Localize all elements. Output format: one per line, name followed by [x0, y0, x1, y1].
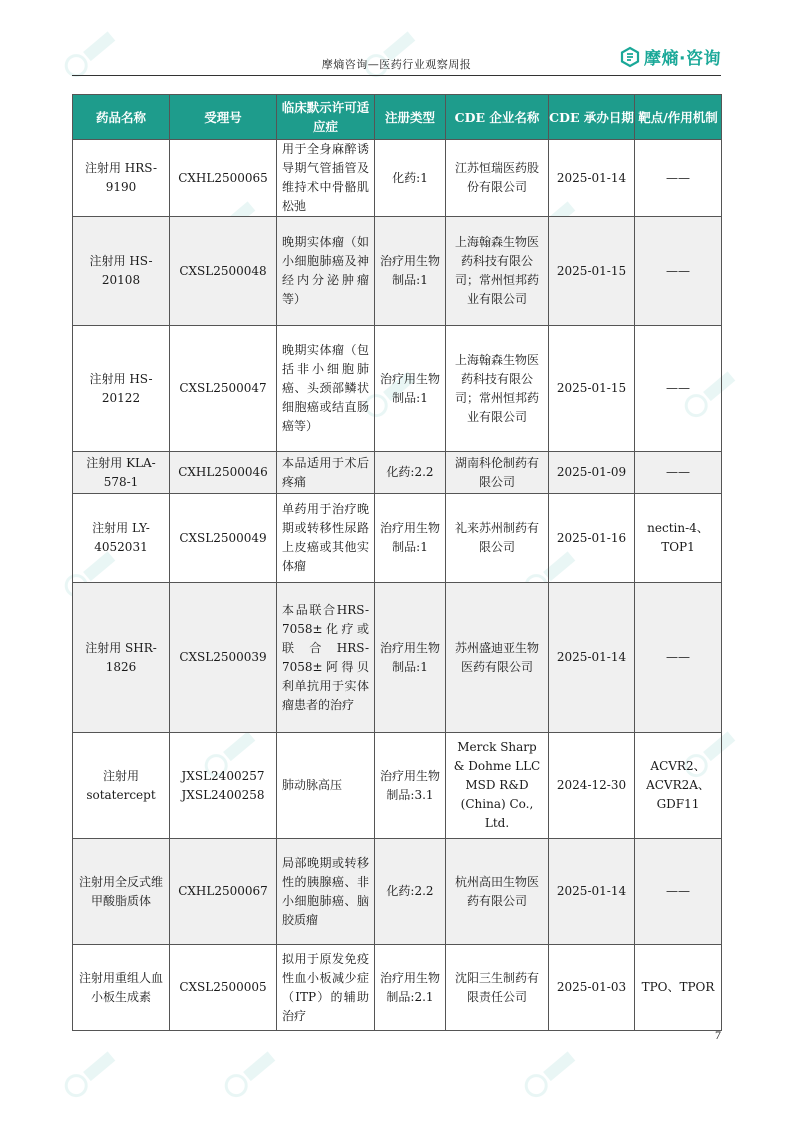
indication-cell	[277, 140, 375, 217]
table-row	[73, 217, 722, 326]
reg-type: 治疗用生物制品:1	[379, 640, 440, 674]
drug-name: 注射用 HS-20108	[89, 254, 153, 287]
acceptance-no: CXSL2500039	[179, 650, 267, 664]
indication: 本品联合HRS-7058±化疗或联合HRS-7058±阿得贝利单抗用于实体瘤患者的治疗	[282, 602, 369, 712]
target-cell	[635, 733, 722, 839]
acceptance-no-cell	[170, 326, 277, 452]
column-header-reg-type: 注册类型	[375, 95, 446, 140]
reg-type-cell	[375, 494, 446, 583]
drug-name-cell	[73, 583, 170, 733]
table-row	[73, 494, 722, 583]
drug-name-cell	[73, 217, 170, 326]
acceptance-no: CXSL2500048	[179, 263, 267, 278]
indication: 肺动脉高压	[282, 778, 343, 792]
drug-name-cell	[73, 945, 170, 1031]
table-row	[73, 583, 722, 733]
target: ——	[666, 650, 690, 664]
reg-type: 治疗用生物制品:1	[379, 254, 440, 287]
acceptance-no-cell	[170, 733, 277, 839]
acceptance-no: CXSL2500005	[179, 980, 267, 994]
drug-name: 注射用 HRS-9190	[84, 161, 158, 194]
indication: 用于全身麻醉诱导期气管插管及维持术中骨骼肌松弛	[282, 142, 369, 213]
target: ——	[666, 263, 690, 278]
drug-name: 注射用 KLA-578-1	[86, 455, 156, 489]
reg-type-cell	[375, 945, 446, 1031]
acceptance-no-cell	[170, 583, 277, 733]
drug-name-cell	[73, 326, 170, 452]
date: 2025-01-14	[556, 650, 627, 664]
target-cell	[635, 839, 722, 945]
date-cell	[549, 326, 635, 452]
target: ACVR2、ACVR2A、GDF11	[646, 759, 710, 811]
date: 2025-01-14	[556, 884, 627, 898]
drug-name-cell	[73, 839, 170, 945]
date-cell	[549, 839, 635, 945]
date-cell	[549, 583, 635, 733]
target-cell	[635, 945, 722, 1031]
table-header-row	[73, 95, 722, 140]
drug-name-cell	[73, 494, 170, 583]
company-cell	[446, 217, 549, 326]
reg-type-cell	[375, 839, 446, 945]
acceptance-no: CXSL2500049	[179, 530, 267, 545]
reg-type-cell	[375, 583, 446, 733]
acceptance-no: CXSL2500047	[179, 381, 267, 395]
watermark-logo-icon	[58, 1044, 122, 1104]
table-row	[73, 733, 722, 839]
table-row	[73, 945, 722, 1031]
acceptance-no: JXSL2400257 JXSL2400258	[181, 768, 265, 802]
indication-cell	[277, 945, 375, 1031]
reg-type-cell	[375, 452, 446, 494]
target-cell	[635, 326, 722, 452]
drug-name: 注射用 LY-4052031	[92, 521, 150, 554]
target: ——	[666, 170, 690, 185]
acceptance-no: CXHL2500067	[178, 884, 268, 898]
page-header	[72, 46, 721, 76]
drug-name: 注射用 sotatercept	[86, 768, 156, 802]
company-cell	[446, 494, 549, 583]
company: 沈阳三生制药有限责任公司	[454, 970, 539, 1004]
table-row	[73, 452, 722, 494]
target-cell	[635, 452, 722, 494]
column-header-acceptance-no: 受理号	[170, 95, 277, 140]
date: 2025-01-09	[556, 465, 627, 479]
acceptance-no-cell	[170, 140, 277, 217]
drug-name: 注射用 HS-20122	[89, 371, 153, 405]
acceptance-no: CXHL2500046	[178, 465, 268, 479]
drug-name: 注射用 SHR-1826	[85, 640, 157, 674]
date-cell	[549, 494, 635, 583]
brand-logo-icon	[619, 46, 641, 68]
indication: 晚期实体瘤（包括非小细胞肺癌、头颈部鳞状细胞癌或结直肠癌等）	[282, 343, 369, 433]
indication-cell	[277, 839, 375, 945]
column-header-company: CDE 企业名称	[446, 95, 549, 140]
date: 2025-01-16	[556, 530, 627, 545]
indication: 本品适用于术后疼痛	[282, 455, 369, 489]
reg-type: 化药:2.2	[386, 884, 434, 898]
target: ——	[666, 465, 690, 479]
company: 苏州盛迪亚生物医药有限公司	[454, 640, 539, 674]
reg-type-cell	[375, 217, 446, 326]
reg-type-cell	[375, 733, 446, 839]
company: 上海翰森生物医药科技有限公司；常州恒邦药业有限公司	[454, 352, 539, 424]
drug-name: 注射用全反式维甲酸脂质体	[78, 874, 163, 908]
indication: 局部晚期或转移性的胰腺癌、非小细胞肺癌、脑胶质瘤	[282, 855, 369, 927]
acceptance-no-cell	[170, 839, 277, 945]
indication-cell	[277, 217, 375, 326]
acceptance-no-cell	[170, 945, 277, 1031]
reg-type: 治疗用生物制品:3.1	[379, 768, 440, 802]
company: 湖南科伦制药有限公司	[454, 455, 539, 489]
brand-logo-text: 摩熵·咨询	[644, 49, 721, 69]
table-row	[73, 140, 722, 217]
target: nectin-4、TOP1	[647, 521, 709, 554]
target-cell	[635, 140, 722, 217]
drug-name-cell	[73, 452, 170, 494]
table-row	[73, 839, 722, 945]
indication-cell	[277, 452, 375, 494]
company: 礼来苏州制药有限公司	[454, 521, 539, 554]
watermark-logo-icon	[518, 1044, 582, 1104]
indication: 晚期实体瘤（如小细胞肺癌及神经内分泌肿瘤等）	[282, 235, 369, 306]
reg-type-cell	[375, 140, 446, 217]
date-cell	[549, 733, 635, 839]
column-header-target-label: 靶点/作用机制	[638, 109, 718, 125]
target: TPO、TPOR	[641, 980, 715, 994]
header-divider	[72, 75, 721, 76]
column-header-target	[635, 95, 722, 140]
date-cell	[549, 945, 635, 1031]
column-header-indication	[277, 95, 375, 140]
acceptance-no-cell	[170, 494, 277, 583]
acceptance-no: CXHL2500065	[178, 170, 268, 185]
reg-type: 治疗用生物制品:1	[379, 371, 440, 405]
date-cell	[549, 217, 635, 326]
target: ——	[666, 884, 690, 898]
drug-name-cell	[73, 140, 170, 217]
reg-type: 化药:1	[392, 170, 428, 185]
reg-type: 治疗用生物制品:1	[379, 521, 440, 554]
table-row	[73, 326, 722, 452]
column-header-date-label: CDE 承办日期	[549, 109, 634, 125]
indication-cell	[277, 583, 375, 733]
indication-cell	[277, 733, 375, 839]
drug-name-cell	[73, 733, 170, 839]
registration-table	[72, 94, 722, 1031]
target-cell	[635, 583, 722, 733]
company-cell	[446, 945, 549, 1031]
date: 2025-01-15	[556, 263, 627, 278]
date-cell	[549, 452, 635, 494]
company: 杭州高田生物医药有限公司	[454, 874, 539, 908]
company-cell	[446, 733, 549, 839]
acceptance-no-cell	[170, 217, 277, 326]
target-cell	[635, 217, 722, 326]
page-number: 7	[715, 1028, 721, 1042]
reg-type-cell	[375, 326, 446, 452]
date: 2025-01-03	[556, 980, 627, 994]
company: 上海翰森生物医药科技有限公司；常州恒邦药业有限公司	[454, 235, 539, 306]
header-title: 摩熵咨询—医药行业观察周报	[321, 58, 472, 71]
company: 江苏恒瑞医药股份有限公司	[454, 161, 539, 194]
drug-name: 注射用重组人血小板生成素	[78, 970, 163, 1004]
indication-cell	[277, 326, 375, 452]
brand-logo	[619, 44, 721, 69]
date: 2025-01-14	[556, 170, 627, 185]
reg-type: 治疗用生物制品:2.1	[379, 970, 440, 1004]
company-cell	[446, 839, 549, 945]
reg-type: 化药:2.2	[386, 465, 434, 479]
indication-cell	[277, 494, 375, 583]
date: 2025-01-15	[556, 381, 627, 395]
watermark-logo-icon	[218, 1044, 282, 1104]
column-header-drug-name: 药品名称	[73, 95, 170, 140]
indication: 单药用于治疗晚期或转移性尿路上皮癌或其他实体瘤	[282, 502, 369, 573]
company: Merck Sharp & Dohme LLC MSD R&D (China) Co., Ltd.	[453, 740, 541, 830]
target-cell	[635, 494, 722, 583]
company-cell	[446, 583, 549, 733]
date: 2024-12-30	[556, 778, 627, 792]
indication: 拟用于原发免疫性血小板减少症（ITP）的辅助治疗	[282, 951, 369, 1023]
company-cell	[446, 326, 549, 452]
company-cell	[446, 140, 549, 217]
date-cell	[549, 140, 635, 217]
company-cell	[446, 452, 549, 494]
target: ——	[666, 381, 690, 395]
column-header-indication-label: 临床默示许可适应症	[281, 100, 370, 134]
acceptance-no-cell	[170, 452, 277, 494]
column-header-date	[549, 95, 635, 140]
